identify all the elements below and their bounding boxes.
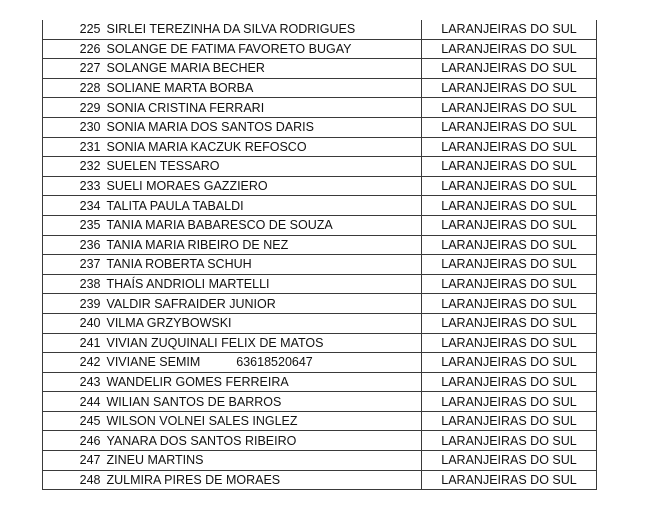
row-number: 228 [43, 78, 104, 98]
table-row [43, 20, 597, 39]
row-number: 247 [43, 451, 104, 471]
table-row [43, 411, 597, 431]
person-name-cell [104, 392, 422, 412]
table-row [43, 215, 597, 235]
city-name: LARANJEIRAS DO SUL [422, 157, 597, 177]
row-number: 245 [43, 411, 104, 431]
row-number: 225 [43, 20, 104, 39]
person-name-cell [104, 215, 422, 235]
row-number: 242 [43, 353, 104, 373]
city-name: LARANJEIRAS DO SUL [422, 196, 597, 216]
table-row [43, 392, 597, 412]
city-name: LARANJEIRAS DO SUL [422, 392, 597, 412]
person-name-cell [104, 411, 422, 431]
row-number: 236 [43, 235, 104, 255]
row-number: 238 [43, 274, 104, 294]
row-number: 239 [43, 294, 104, 314]
person-name-cell [104, 353, 422, 373]
row-number: 241 [43, 333, 104, 353]
person-name-cell [104, 39, 422, 59]
city-name: LARANJEIRAS DO SUL [422, 59, 597, 79]
person-name: SONIA MARIA KACZUK REFOSCO [106, 139, 307, 154]
person-name-cell [104, 470, 422, 490]
row-number: 235 [43, 215, 104, 235]
city-name: LARANJEIRAS DO SUL [422, 353, 597, 373]
city-name: LARANJEIRAS DO SUL [422, 372, 597, 392]
table-row [43, 59, 597, 79]
city-name: LARANJEIRAS DO SUL [422, 117, 597, 137]
row-number: 233 [43, 176, 104, 196]
row-number: 227 [43, 59, 104, 79]
row-number: 237 [43, 255, 104, 275]
person-name: TALITA PAULA TABALDI [106, 198, 244, 213]
table-row [43, 255, 597, 275]
table-row [43, 333, 597, 353]
person-name-cell [104, 176, 422, 196]
table-row [43, 470, 597, 490]
table-row [43, 294, 597, 314]
person-name: TANIA ROBERTA SCHUH [106, 257, 252, 272]
table-row [43, 137, 597, 157]
person-name: WANDELIR GOMES FERREIRA [106, 374, 289, 389]
person-name-cell [104, 235, 422, 255]
person-name-cell [104, 117, 422, 137]
person-name: SIRLEI TEREZINHA DA SILVA RODRIGUES [106, 22, 356, 37]
roster-table [42, 20, 597, 490]
person-name: TANIA MARIA RIBEIRO DE NEZ [106, 237, 289, 252]
person-name-cell [104, 98, 422, 118]
city-name: LARANJEIRAS DO SUL [422, 98, 597, 118]
city-name: LARANJEIRAS DO SUL [422, 333, 597, 353]
city-name: LARANJEIRAS DO SUL [422, 176, 597, 196]
person-name: VIVIAN ZUQUINALI FELIX DE MATOS [106, 335, 324, 350]
city-name: LARANJEIRAS DO SUL [422, 274, 597, 294]
row-number: 246 [43, 431, 104, 451]
table-row [43, 157, 597, 177]
row-number: 231 [43, 137, 104, 157]
table-row [43, 431, 597, 451]
person-name-cell [104, 431, 422, 451]
table-row [43, 274, 597, 294]
table-row [43, 78, 597, 98]
person-name: VILMA GRZYBOWSKI [106, 316, 232, 331]
person-name: TANIA MARIA BABARESCO DE SOUZA [106, 218, 333, 233]
person-name: SONIA CRISTINA FERRARI [106, 100, 265, 115]
city-name: LARANJEIRAS DO SUL [422, 235, 597, 255]
table-row [43, 39, 597, 59]
row-number: 229 [43, 98, 104, 118]
person-name-cell [104, 294, 422, 314]
row-number: 240 [43, 313, 104, 333]
city-name: LARANJEIRAS DO SUL [422, 137, 597, 157]
person-name-cell [104, 313, 422, 333]
person-name-cell [104, 196, 422, 216]
person-name-cell [104, 333, 422, 353]
city-name: LARANJEIRAS DO SUL [422, 470, 597, 490]
person-name-cell [104, 20, 422, 39]
person-name: SUELI MORAES GAZZIERO [106, 179, 268, 194]
person-name-cell [104, 372, 422, 392]
city-name: LARANJEIRAS DO SUL [422, 294, 597, 314]
table-row [43, 98, 597, 118]
person-name: SOLANGE MARIA BECHER [106, 61, 265, 76]
person-name-cell [104, 59, 422, 79]
table-row [43, 117, 597, 137]
row-number: 226 [43, 39, 104, 59]
person-name-cell [104, 137, 422, 157]
person-name: SOLIANE MARTA BORBA [106, 81, 254, 96]
row-number: 232 [43, 157, 104, 177]
person-name: SUELEN TESSARO [106, 159, 220, 174]
person-name-cell [104, 451, 422, 471]
row-number: 234 [43, 196, 104, 216]
city-name: LARANJEIRAS DO SUL [422, 411, 597, 431]
person-name-cell [104, 157, 422, 177]
person-name: ZINEU MARTINS [106, 453, 204, 468]
city-name: LARANJEIRAS DO SUL [422, 20, 597, 39]
table-row [43, 176, 597, 196]
city-name: LARANJEIRAS DO SUL [422, 451, 597, 471]
person-name: VALDIR SAFRAIDER JUNIOR [106, 296, 276, 311]
person-name: SONIA MARIA DOS SANTOS DARIS [106, 120, 314, 135]
person-name: SOLANGE DE FATIMA FAVORETO BUGAY [106, 41, 352, 56]
city-name: LARANJEIRAS DO SUL [422, 215, 597, 235]
city-name: LARANJEIRAS DO SUL [422, 39, 597, 59]
city-name: LARANJEIRAS DO SUL [422, 431, 597, 451]
person-name: THAÍS ANDRIOLI MARTELLI [106, 277, 270, 292]
table-row [43, 451, 597, 471]
person-name-cell [104, 255, 422, 275]
person-name: WILSON VOLNEI SALES INGLEZ [106, 414, 298, 429]
table-row [43, 372, 597, 392]
table-row [43, 353, 597, 373]
roster-table-body [43, 20, 597, 490]
row-number: 244 [43, 392, 104, 412]
city-name: LARANJEIRAS DO SUL [422, 255, 597, 275]
table-row [43, 196, 597, 216]
person-name: VIVIANE SEMIM [106, 355, 201, 370]
person-name: YANARA DOS SANTOS RIBEIRO [106, 433, 297, 448]
phone-number: 63618520647 [236, 355, 313, 370]
city-name: LARANJEIRAS DO SUL [422, 313, 597, 333]
person-name-cell [104, 274, 422, 294]
table-row [43, 313, 597, 333]
row-number: 230 [43, 117, 104, 137]
row-number: 243 [43, 372, 104, 392]
city-name: LARANJEIRAS DO SUL [422, 78, 597, 98]
person-name: WILIAN SANTOS DE BARROS [106, 394, 282, 409]
person-name: ZULMIRA PIRES DE MORAES [106, 472, 281, 487]
row-number: 248 [43, 470, 104, 490]
table-row [43, 235, 597, 255]
person-name-cell [104, 78, 422, 98]
